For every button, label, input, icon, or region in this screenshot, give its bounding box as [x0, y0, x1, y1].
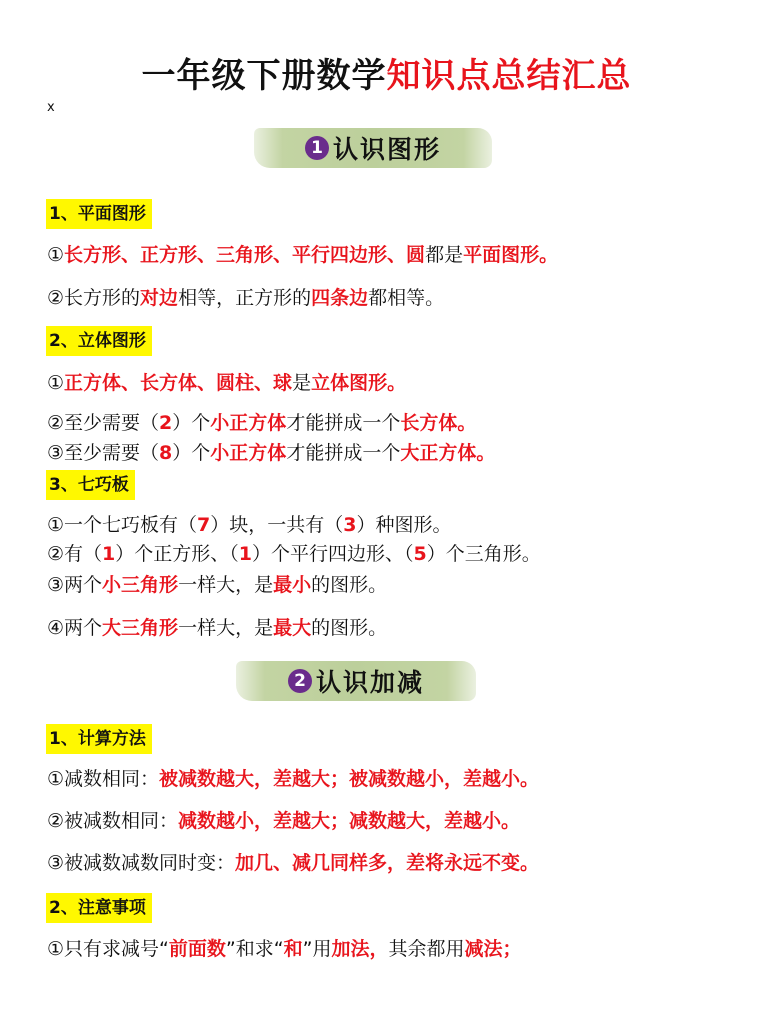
title-red: 知识点总结汇总 [386, 56, 632, 96]
section-number-badge-2: 2 [288, 669, 312, 693]
text-line: ③两个小三角形一样大，是最小的图形。 [47, 574, 388, 596]
section-banner-1 [254, 128, 492, 168]
text-line: ①减数相同：被减数越大，差越大；被减数越小，差越小。 [47, 768, 540, 790]
text-line: ④两个大三角形一样大，是最大的图形。 [47, 617, 388, 639]
page-title [0, 48, 773, 97]
subheading-notes: 2、注意事项 [46, 893, 152, 923]
subheading-solid-shapes: 2、立体图形 [46, 326, 152, 356]
section-number-badge-1: 1 [305, 136, 329, 160]
text-line: ③至少需要（8）个小正方体才能拼成一个大正方体。 [47, 442, 496, 464]
section-title-2: 认识加减 [315, 668, 424, 697]
subheading-calculation-methods: 1、计算方法 [46, 724, 152, 754]
text-line: ③被减数减数同时变：加几、减几同样多，差将永远不变。 [47, 852, 540, 874]
subheading-plane-shapes: 1、平面图形 [46, 199, 152, 229]
text-line: ②长方形的对边相等，正方形的四条边都相等。 [47, 287, 445, 309]
text-line: ①只有求减号“前面数”和求“和”用加法，其余都用减法； [47, 938, 522, 960]
text-line: ②有（1）个正方形、（1）个平行四边形、（5）个三角形。 [47, 543, 541, 565]
stray-mark: x [47, 100, 55, 115]
section-banner-2 [236, 661, 476, 701]
text-line: ①长方形、正方形、三角形、平行四边形、圆都是平面图形。 [47, 244, 559, 266]
section-title-1: 认识图形 [332, 135, 441, 164]
title-black: 一年级下册数学 [141, 56, 387, 96]
text-line: ①一个七巧板有（7）块，一共有（3）种图形。 [47, 514, 452, 536]
text-line: ①正方体、长方体、圆柱、球是立体图形。 [47, 372, 407, 394]
text-line: ②被减数相同：减数越小，差越大；减数越大，差越小。 [47, 810, 521, 832]
subheading-tangram: 3、七巧板 [46, 470, 135, 500]
text-line: ②至少需要（2）个小正方体才能拼成一个长方体。 [47, 412, 477, 434]
